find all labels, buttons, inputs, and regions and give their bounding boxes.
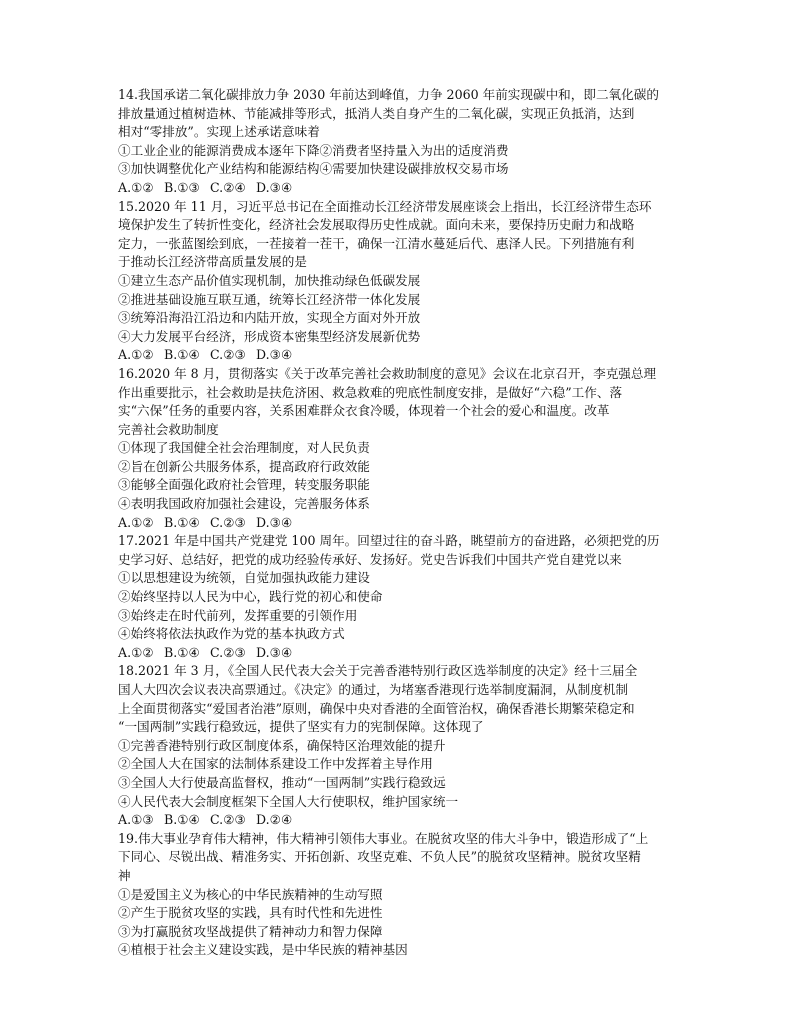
option-line: ①体现了我国健全社会治理制度，对人民负责	[118, 440, 370, 456]
option-line: ④始终将依法执政作为党的基本执政方式	[118, 626, 345, 642]
question-stem-line: 实“六保”任务的重要内容，关系困难群众衣食冷暖，体现着一个社会的爱心和温度。改革	[118, 403, 610, 419]
question-15	[118, 198, 683, 365]
answer-choice-a: A.①②	[118, 179, 154, 195]
answer-choice-d: D.③④	[256, 179, 293, 195]
question-stem-line: 完善社会救助制度	[118, 421, 219, 437]
option-line: ①完善香港特别行政区制度体系，确保特区治理效能的提升	[118, 737, 446, 753]
question-19	[118, 830, 683, 960]
option-line: ①是爱国主义为核心的中华民族精神的生动写照	[118, 886, 383, 902]
question-stem-line: 于推动长江经济带高质量发展的是	[118, 254, 307, 270]
answer-choice-d: D.③④	[256, 644, 293, 660]
question-stem-line: 境保护发生了转折性变化，经济社会发展取得历史性成就。面向未来，要保持历史耐力和战略	[118, 217, 635, 233]
option-line: ③始终走在时代前列，发挥重要的引领作用	[118, 607, 358, 623]
answer-choice-b: B.①③	[164, 179, 200, 195]
option-line: ③加快调整优化产业结构和能源结构④需要加快建设碳排放权交易市场	[118, 161, 509, 177]
option-line: ①以思想建设为统领，自觉加强执政能力建设	[118, 570, 370, 586]
answer-choices	[118, 644, 683, 663]
answer-choice-d: D.③④	[256, 514, 293, 530]
answer-choices	[118, 514, 683, 533]
option-line: ②全国人大在国家的法制体系建设工作中发挥着主导作用	[118, 756, 433, 772]
question-stem-line: “一国两制”实践行稳致远，提供了坚实有力的宪制保障。这体现了	[118, 719, 484, 735]
answer-choices	[118, 346, 683, 365]
question-stem-line: 19.伟大事业孕育伟大精神，伟大精神引领伟大事业。在脱贫攻坚的伟大斗争中，锻造形成了“上	[118, 830, 649, 846]
question-stem-line: 下同心、尽锐出战、精准务实、开拓创新、攻坚克难、不负人民”的脱贫攻坚精神。脱贫攻坚精	[118, 849, 641, 865]
answer-choice-c: C.②③	[210, 347, 246, 363]
option-line: ①工业企业的能源消费成本逐年下降②消费者坚持量入为出的适度消费	[118, 142, 509, 158]
answer-choices	[118, 811, 683, 830]
question-stem-line: 14.我国承诺二氧化碳排放力争 2030 年前达到峰值，力争 2060 年前实现碳中和，即二氧化碳的	[118, 87, 659, 102]
option-line: ④大力发展平台经济，形成资本密集型经济发展新优势	[118, 328, 421, 344]
exam-page	[118, 86, 683, 960]
answer-choice-b: B.①④	[164, 347, 200, 363]
question-17	[118, 532, 683, 662]
answer-choice-c: C.②③	[210, 812, 246, 828]
question-stem-line: 相对“零排放”。实现上述承诺意味着	[118, 124, 320, 140]
option-line: ③能够全面强化政府社会管理，转变服务职能	[118, 477, 370, 493]
question-stem-line: 17.2021 年是中国共产党建党 100 周年。回望过往的奋斗路，眺望前方的奋进路，必须把党的历	[118, 533, 660, 549]
question-16	[118, 365, 683, 532]
option-line: ②产生于脱贫攻坚的实践，具有时代性和先进性	[118, 905, 383, 921]
answer-choice-a: A.①③	[118, 812, 154, 828]
answer-choice-a: A.①②	[118, 644, 154, 660]
answer-choice-a: A.①②	[118, 514, 154, 530]
answer-choice-b: B.①④	[164, 514, 200, 530]
answer-choices	[118, 179, 683, 198]
answer-choice-c: C.②③	[210, 644, 246, 660]
option-line: ①建立生态产品价值实现机制，加快推动绿色低碳发展	[118, 272, 421, 288]
question-stem-line: 16.2020 年 8 月，贯彻落实《关于改革完善社会救助制度的意见》会议在北京召开，李克强总理	[118, 365, 657, 381]
question-18	[118, 662, 683, 829]
answer-choice-d: D.③④	[256, 347, 293, 363]
answer-choice-d: D.②④	[256, 812, 293, 828]
question-14	[118, 86, 683, 198]
question-stem-line: 史学习好、总结好，把党的成功经验传承好、发扬好。党史告诉我们中国共产党自建党以来	[118, 551, 622, 567]
option-line: ④植根于社会主义建设实践，是中华民族的精神基因	[118, 942, 408, 958]
question-stem-line: 18.2021 年 3 月，《全国人民代表大会关于完善香港特别行政区选举制度的决定》经十三届全	[118, 663, 638, 679]
option-line: ③统筹沿海沿江沿边和内陆开放，实现全方面对外开放	[118, 310, 421, 326]
option-line: ②旨在创新公共服务体系，提高政府行政效能	[118, 458, 370, 474]
question-stem-line: 神	[118, 867, 131, 883]
question-stem-line: 定力，一张蓝图绘到底，一茬接着一茬干，确保一江清水蔓延后代、惠泽人民。下列措施有利	[118, 235, 635, 251]
answer-choice-c: C.②④	[210, 179, 246, 195]
question-stem-line: 上全面贯彻落实“爱国者治港”原则，确保中央对香港的全面管治权，确保香港长期繁荣稳定和	[118, 700, 635, 716]
question-stem-line: 作出重要批示，社会救助是扶危济困、救急救难的兜底性制度安排，是做好“六稳”工作、落	[118, 384, 623, 400]
answer-choice-b: B.①④	[164, 644, 200, 660]
answer-choice-a: A.①②	[118, 347, 154, 363]
question-stem-line: 15.2020 年 11 月，习近平总书记在全面推动长江经济带发展座谈会上指出，长江经济带生态环	[118, 198, 652, 214]
option-line: ②始终坚持以人民为中心，践行党的初心和使命	[118, 589, 383, 605]
option-line: ③为打赢脱贫攻坚战提供了精神动力和智力保障	[118, 923, 383, 939]
answer-choice-c: C.②③	[210, 514, 246, 530]
answer-choice-b: B.①④	[164, 812, 200, 828]
option-line: ④人民代表大会制度框架下全国人大行使职权，维护国家统一	[118, 793, 459, 809]
question-stem-line: 排放量通过植树造林、节能减排等形式，抵消人类自身产生的二氧化碳，实现正负抵消，达到	[118, 105, 635, 121]
question-stem-line: 国人大四次会议表决高票通过。《决定》的通过，为堵塞香港现行选举制度漏洞，从制度机制	[118, 682, 629, 697]
option-line: ③全国人大行使最高监督权，推动“一国两制”实践行稳致远	[118, 774, 446, 790]
option-line: ②推进基础设施互联互通，统筹长江经济带一体化发展	[118, 291, 421, 307]
option-line: ④表明我国政府加强社会建设，完善服务体系	[118, 496, 370, 512]
